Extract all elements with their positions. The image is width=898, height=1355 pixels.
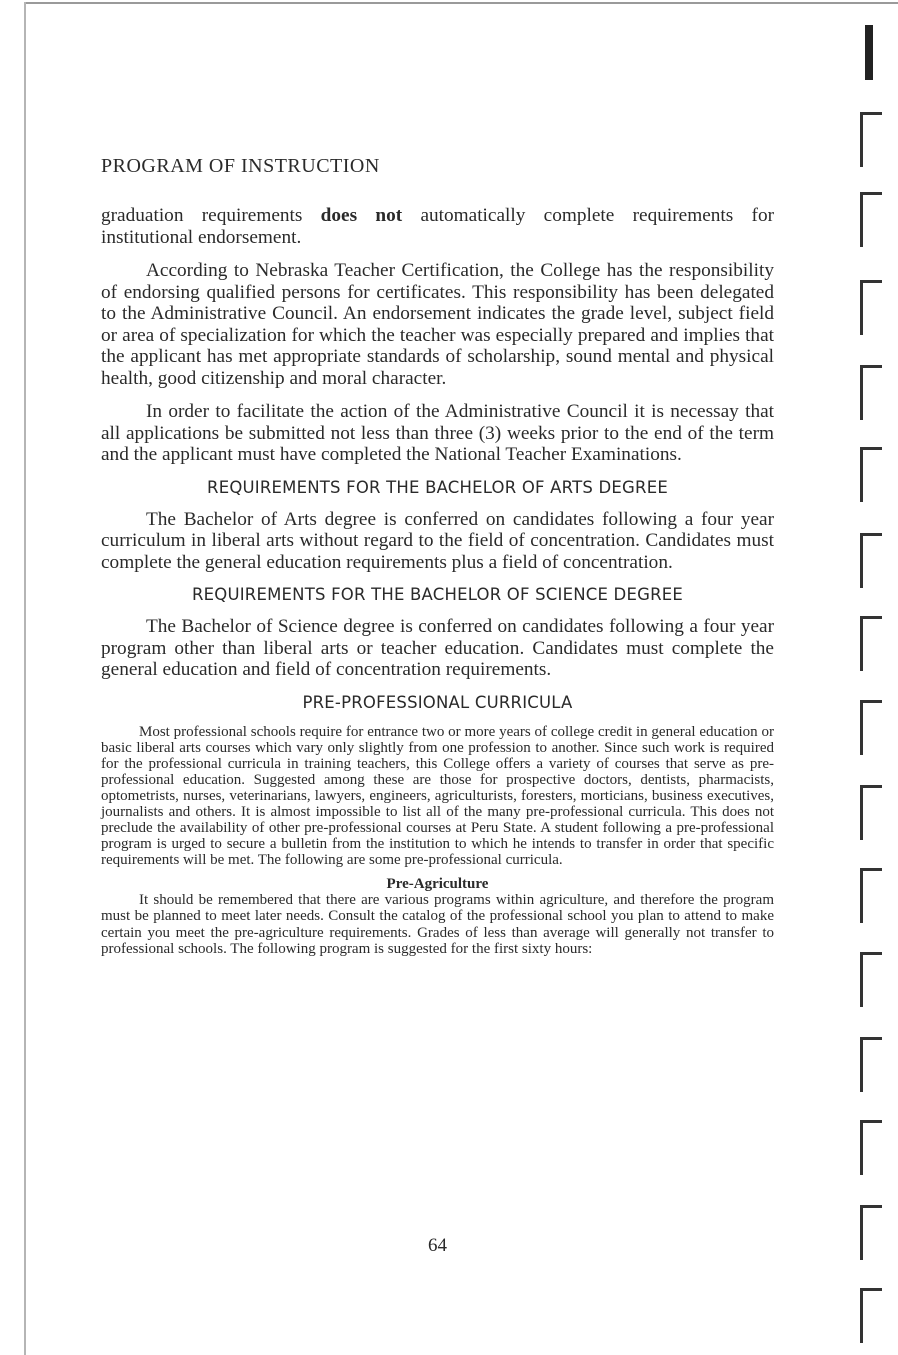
heading-bachelor-of-arts: REQUIREMENTS FOR THE BACHELOR OF ARTS DEGREE [207, 477, 668, 497]
para1-before: graduation requirements [101, 205, 321, 226]
binding-tab [860, 700, 884, 755]
spiral-binding-tabs [860, 0, 898, 1355]
page-top-edge [24, 2, 898, 4]
binding-tab [860, 1037, 884, 1092]
binding-tab [860, 616, 884, 671]
paragraph-graduation [101, 205, 774, 248]
running-head: PROGRAM OF INSTRUCTION [101, 155, 380, 177]
paragraph-bachelor-of-arts: The Bachelor of Arts degree is conferred on candidates following a four year curriculum in liberal arts without regard to the field of concentration. Candidates must complete the general education requirements plus a field of concentration. [101, 508, 774, 573]
binding-tab [860, 447, 884, 502]
binding-tab [860, 868, 884, 923]
heading-bachelor-of-science: REQUIREMENTS FOR THE BACHELOR OF SCIENCE DEGREE [191, 585, 683, 604]
paragraph-bachelor-of-science: The Bachelor of Science degree is conferred on candidates following a four year program other than liberal arts or teacher education. Candidates must complete the general education and field of concentration requirements. [101, 616, 774, 680]
binding-tab [860, 785, 884, 840]
binding-tab [860, 192, 884, 247]
paragraph-pre-professional: Most professional schools require for entrance two or more years of college credit in general education or basic liberal arts courses which vary only slightly from one profession to another. Since such work is required for the professional curricula in training teachers, this College offers a variety of courses that serve as pre-professional education. Suggested among these are those for prospective doctors, dentists, pharmacists, optometrists, nurses, veterinarians, lawyers, engineers, agriculturists, foresters, morticians, business executives, journalists and others. It is almost impossible to list all of the many pre-professional curricula. This does not preclude the availability of other pre-professional courses at Peru State. A student following a pre-professional program is urged to secure a bulletin from the institution to which he intends to transfer in order that specific requirements will be met. The following are some pre-professional curricula. [101, 723, 774, 869]
binding-tab [860, 365, 884, 420]
para1-bold: does not [320, 205, 403, 226]
paragraph-applications: In order to facilitate the action of the Administrative Council it is necessay that all applications be submitted not less than three (3) weeks prior to the end of the term and the applicant must have completed the National Teacher Examinations. [101, 401, 774, 465]
binding-tab [860, 1205, 884, 1260]
binding-tab [865, 25, 873, 80]
paragraph-pre-agriculture: It should be remembered that there are various programs within agriculture, and therefore the program must be planned to meet later needs. Consult the catalog of the professional school you plan to attend to make certain you meet the pre-agriculture requirements. Grades of less than average will generally not transfer to professional schools. The following program is suggested for the first sixty hours: [101, 892, 774, 957]
page-number: 64 [428, 1235, 447, 1256]
binding-tab [860, 533, 884, 588]
binding-tab [860, 112, 884, 167]
heading-pre-agriculture: Pre-Agriculture [386, 876, 489, 893]
para1-after: automatically complete requirements for institutional endorsement. [101, 205, 775, 248]
binding-tab [860, 1288, 884, 1343]
binding-tab [860, 1120, 884, 1175]
paragraph-certification: According to Nebraska Teacher Certification, the College has the responsibility of endorsing qualified persons for certificates. This responsibility has been delegated to the Administrative Council. An endorsement indicates the grade level, subject field or area of specialization for which the teacher was especially prepared and implies that the applicant has met appropriate standards of scholarship, sound mental and physical health, good citizenship and moral character. [101, 260, 774, 389]
heading-pre-professional: PRE-PROFESSIONAL CURRICULA [302, 692, 573, 712]
binding-tab [860, 952, 884, 1007]
page-content [101, 155, 775, 1256]
page-left-edge [24, 2, 26, 1355]
binding-tab [860, 280, 884, 335]
